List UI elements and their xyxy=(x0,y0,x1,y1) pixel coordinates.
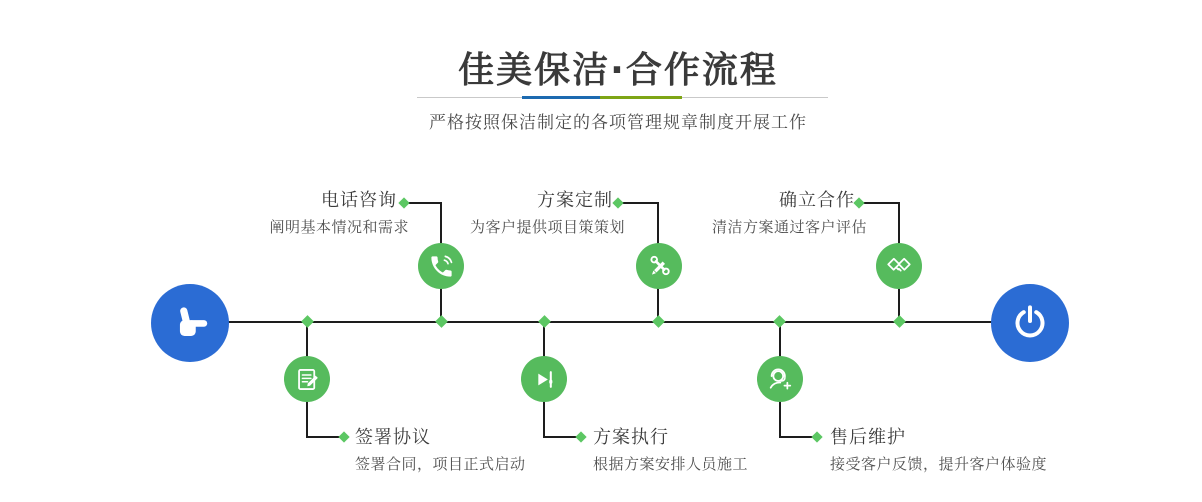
step-confirm-cooperation-node xyxy=(876,243,922,289)
junction-diamond xyxy=(652,315,665,328)
label-diamond xyxy=(811,431,822,442)
connector-stub-design xyxy=(621,202,658,204)
step-sign-agreement-node xyxy=(284,356,330,402)
junction-diamond xyxy=(538,315,551,328)
step-phone-consult-node xyxy=(418,243,464,289)
connector-stub-aftersales xyxy=(780,436,814,438)
hand-pointer-icon xyxy=(167,300,213,346)
step-description: 为客户提供项目策策划 xyxy=(469,218,625,236)
step-sign-agreement-text xyxy=(355,427,526,473)
junction-diamond xyxy=(435,315,448,328)
contract-icon xyxy=(294,366,321,393)
label-diamond xyxy=(398,197,409,208)
connector-stub-contract xyxy=(307,436,341,438)
step-phone-consult-text xyxy=(269,190,409,236)
junction-diamond xyxy=(773,315,786,328)
label-diamond xyxy=(575,431,586,442)
page-subtitle: 严格按照保洁制定的各项管理规章制度开展工作 xyxy=(429,113,807,133)
step-title: 电话咨询 xyxy=(321,190,397,211)
timeline-start-node xyxy=(151,284,229,362)
connector-stub-execute xyxy=(544,436,578,438)
step-title: 售后维护 xyxy=(830,427,906,448)
junction-diamond xyxy=(893,315,906,328)
phone-icon xyxy=(428,253,455,280)
header-divider-green-segment xyxy=(600,96,682,99)
step-description: 签署合同，项目正式启动 xyxy=(355,455,526,473)
step-title: 方案定制 xyxy=(537,190,613,211)
support-headset-icon xyxy=(766,365,794,393)
junction-diamond xyxy=(301,315,314,328)
step-description: 接受客户反馈，提升客户体验度 xyxy=(830,455,1048,473)
step-plan-customize-node xyxy=(636,243,682,289)
step-description: 阐明基本情况和需求 xyxy=(269,218,409,236)
step-after-sales-node xyxy=(757,356,803,402)
timeline-end-node xyxy=(991,284,1069,362)
handshake-icon xyxy=(885,252,913,280)
label-diamond xyxy=(853,197,864,208)
connector-stub-phone xyxy=(407,202,441,204)
step-plan-execute-node xyxy=(521,356,567,402)
step-description: 清洁方案通过客户评估 xyxy=(711,218,867,236)
step-plan-execute-text xyxy=(593,427,748,473)
label-diamond xyxy=(338,431,349,442)
connector-stub-cooperation xyxy=(862,202,899,204)
label-diamond xyxy=(612,197,623,208)
execute-icon xyxy=(531,366,558,393)
step-confirm-cooperation-text xyxy=(711,190,867,236)
header-divider-blue-segment xyxy=(522,96,600,99)
power-icon xyxy=(1010,303,1050,343)
design-tools-icon xyxy=(646,253,673,280)
step-description: 根据方案安排人员施工 xyxy=(593,455,749,473)
page-title: 佳美保洁·合作流程 xyxy=(458,50,778,91)
step-title: 确立合作 xyxy=(779,190,855,211)
step-title: 签署协议 xyxy=(355,427,431,448)
step-plan-customize-text xyxy=(469,190,625,236)
step-after-sales-text xyxy=(830,427,1047,473)
step-title: 方案执行 xyxy=(593,427,669,448)
